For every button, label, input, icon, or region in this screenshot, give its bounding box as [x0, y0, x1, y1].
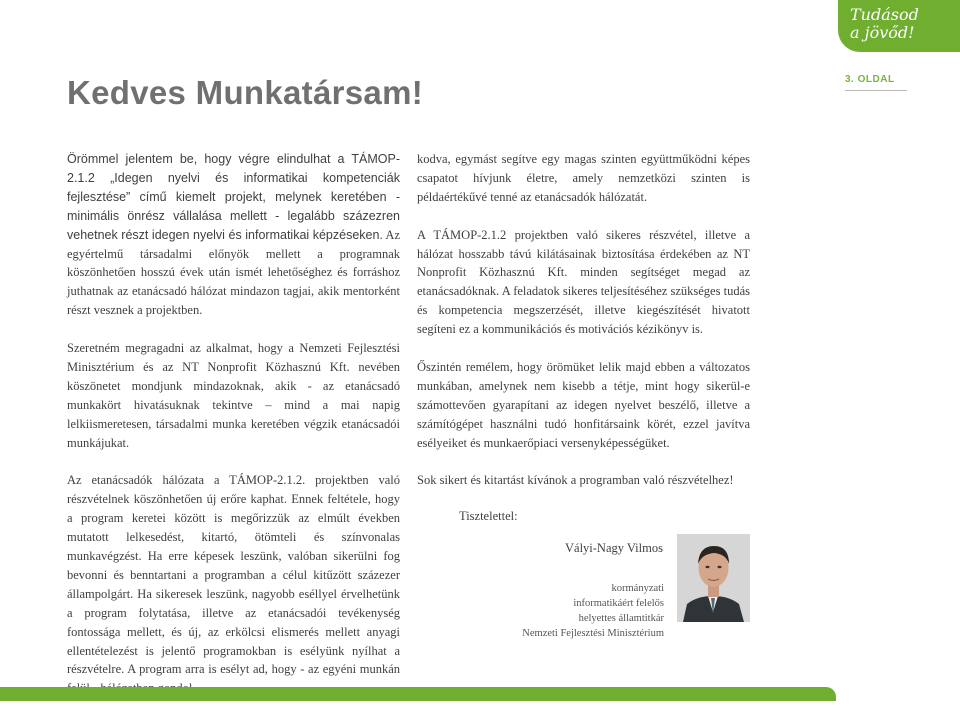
tagline-badge [838, 0, 960, 52]
signatory-title-line: kormányzati [611, 583, 664, 594]
left-column [67, 150, 400, 717]
paragraph: Az etanácsadók hálózata a TÁMOP-2.1.2. projektben való részvételnek köszönhetően új erőre kaphat. Ennek feltétele, hogy a program keretei között is megőrizzük az elmúlt években mutatott lelkesedést, kitartó, ötömteli és színvonalas munkavégzést. Ha erre képesek leszünk, valóban sikerülni fog bevonni és benntartani a programban a célul kitűzött százezer állampolgárt. Ha sikeresek leszünk, nagyobb eséllyel érvelhetünk a program folytatása, illetve az etanácsadói tevékenység fontossága mellett, és új, az erkölcsi elismerés mellett anyagi ellentételezést is jelentő programokban is esélyünk nyílhat a részvételre. A program arra is esélyt ad, hogy - az egyéni munkán [67, 473, 400, 677]
page-number: 3. OLDAL [845, 74, 907, 91]
portrait-photo [677, 534, 750, 622]
paragraph [67, 150, 400, 320]
signatory-title-line: Nemzeti Fejlesztési Minisztérium [522, 628, 664, 639]
paragraph: A TÁMOP-2.1.2 projektben való sikeres részvétel, illetve a hálózat hosszabb távú kilátásainak biztosítása érdekében az NT Nonprofit Közhasznú Kft. minden segítséget megad az etanácsadóknak. A feladatok sikeres teljesítéséhez szükséges tudás és kompetencia megszerzését, illetve kiegészítését hivatott segíteni ez a kommunikációs és motivációs kézikönyv is. [417, 227, 750, 337]
paragraph: Szeretném megragadni az alkalmat, hogy a Nemzeti Fejlesztési Minisztérium és az NT Nonprofit Közhasznú Kft. nevében köszönetet mondjunk mindazoknak, akik - az etanácsadó munkakört hivatásuknak tekintve – mind a mai napig lelkiismeretesen, társadalmi munka keretében végzik etanácsadói munkájukat. [67, 341, 400, 450]
paragraph-intro-continued: Az egyértelmű társadalmi előnyök mellett a programnak köszönhetően hosszú évek után ismét lehetőséghez és forráshoz juthatnak az etanácsadó hálózat mindazon tagjai, akik mentorként részt vesznek a projektben. [67, 227, 400, 318]
page-title: Kedves Munkatársam! [67, 74, 424, 111]
paragraph-intro: Örömmel jelentem be, hogy végre elindulhat a TÁMOP-2.1.2 „Idegen nyelvi és informatikai kompetenciák fejlesztése” című kiemelt projekt, melynek keretében - minimális önrész vállalása mellett - legalább százezren vehetnek részt idegen nyelvi és informatikai képzéseken. [67, 152, 400, 242]
portrait-illustration [677, 534, 750, 622]
right-column [417, 150, 750, 509]
signatory-title-line: informatikáért felelős [573, 598, 664, 609]
closing-salutation: Tisztelettel: [459, 509, 518, 523]
tagline-line-1: Tudásod [850, 5, 919, 24]
signatory-title [490, 581, 664, 641]
paragraph: Őszintén remélem, hogy örömüket lelik majd ebben a változatos munkában, amelynek nem kisebb a tétje, mint hogy sikerül-e számottevően gyarapítani az idegen nyelvet beszélő, illetve a számítógépet használni tudó honfitársaink körét, ezzel javítva esélyeiket és munkaerőpiaci versenyképességüket. [417, 359, 750, 450]
signatory-title-line: helyettes államtitkár [578, 613, 664, 624]
signatory-name: Vályi-Nagy Vilmos [565, 541, 663, 555]
footer-bar [0, 687, 836, 701]
paragraph: Sok sikert és kitartást kívánok a programban való részvételhez! [417, 473, 734, 488]
tagline-line-2: a jövőd! [850, 23, 915, 42]
paragraph: kodva, egymást segítve egy magas szinten együttműködni képes csapatot hívjunk életre, amely nemzetközi szinten is példaértékűvé tenné az etanácsadók hálózatát. [417, 152, 750, 204]
